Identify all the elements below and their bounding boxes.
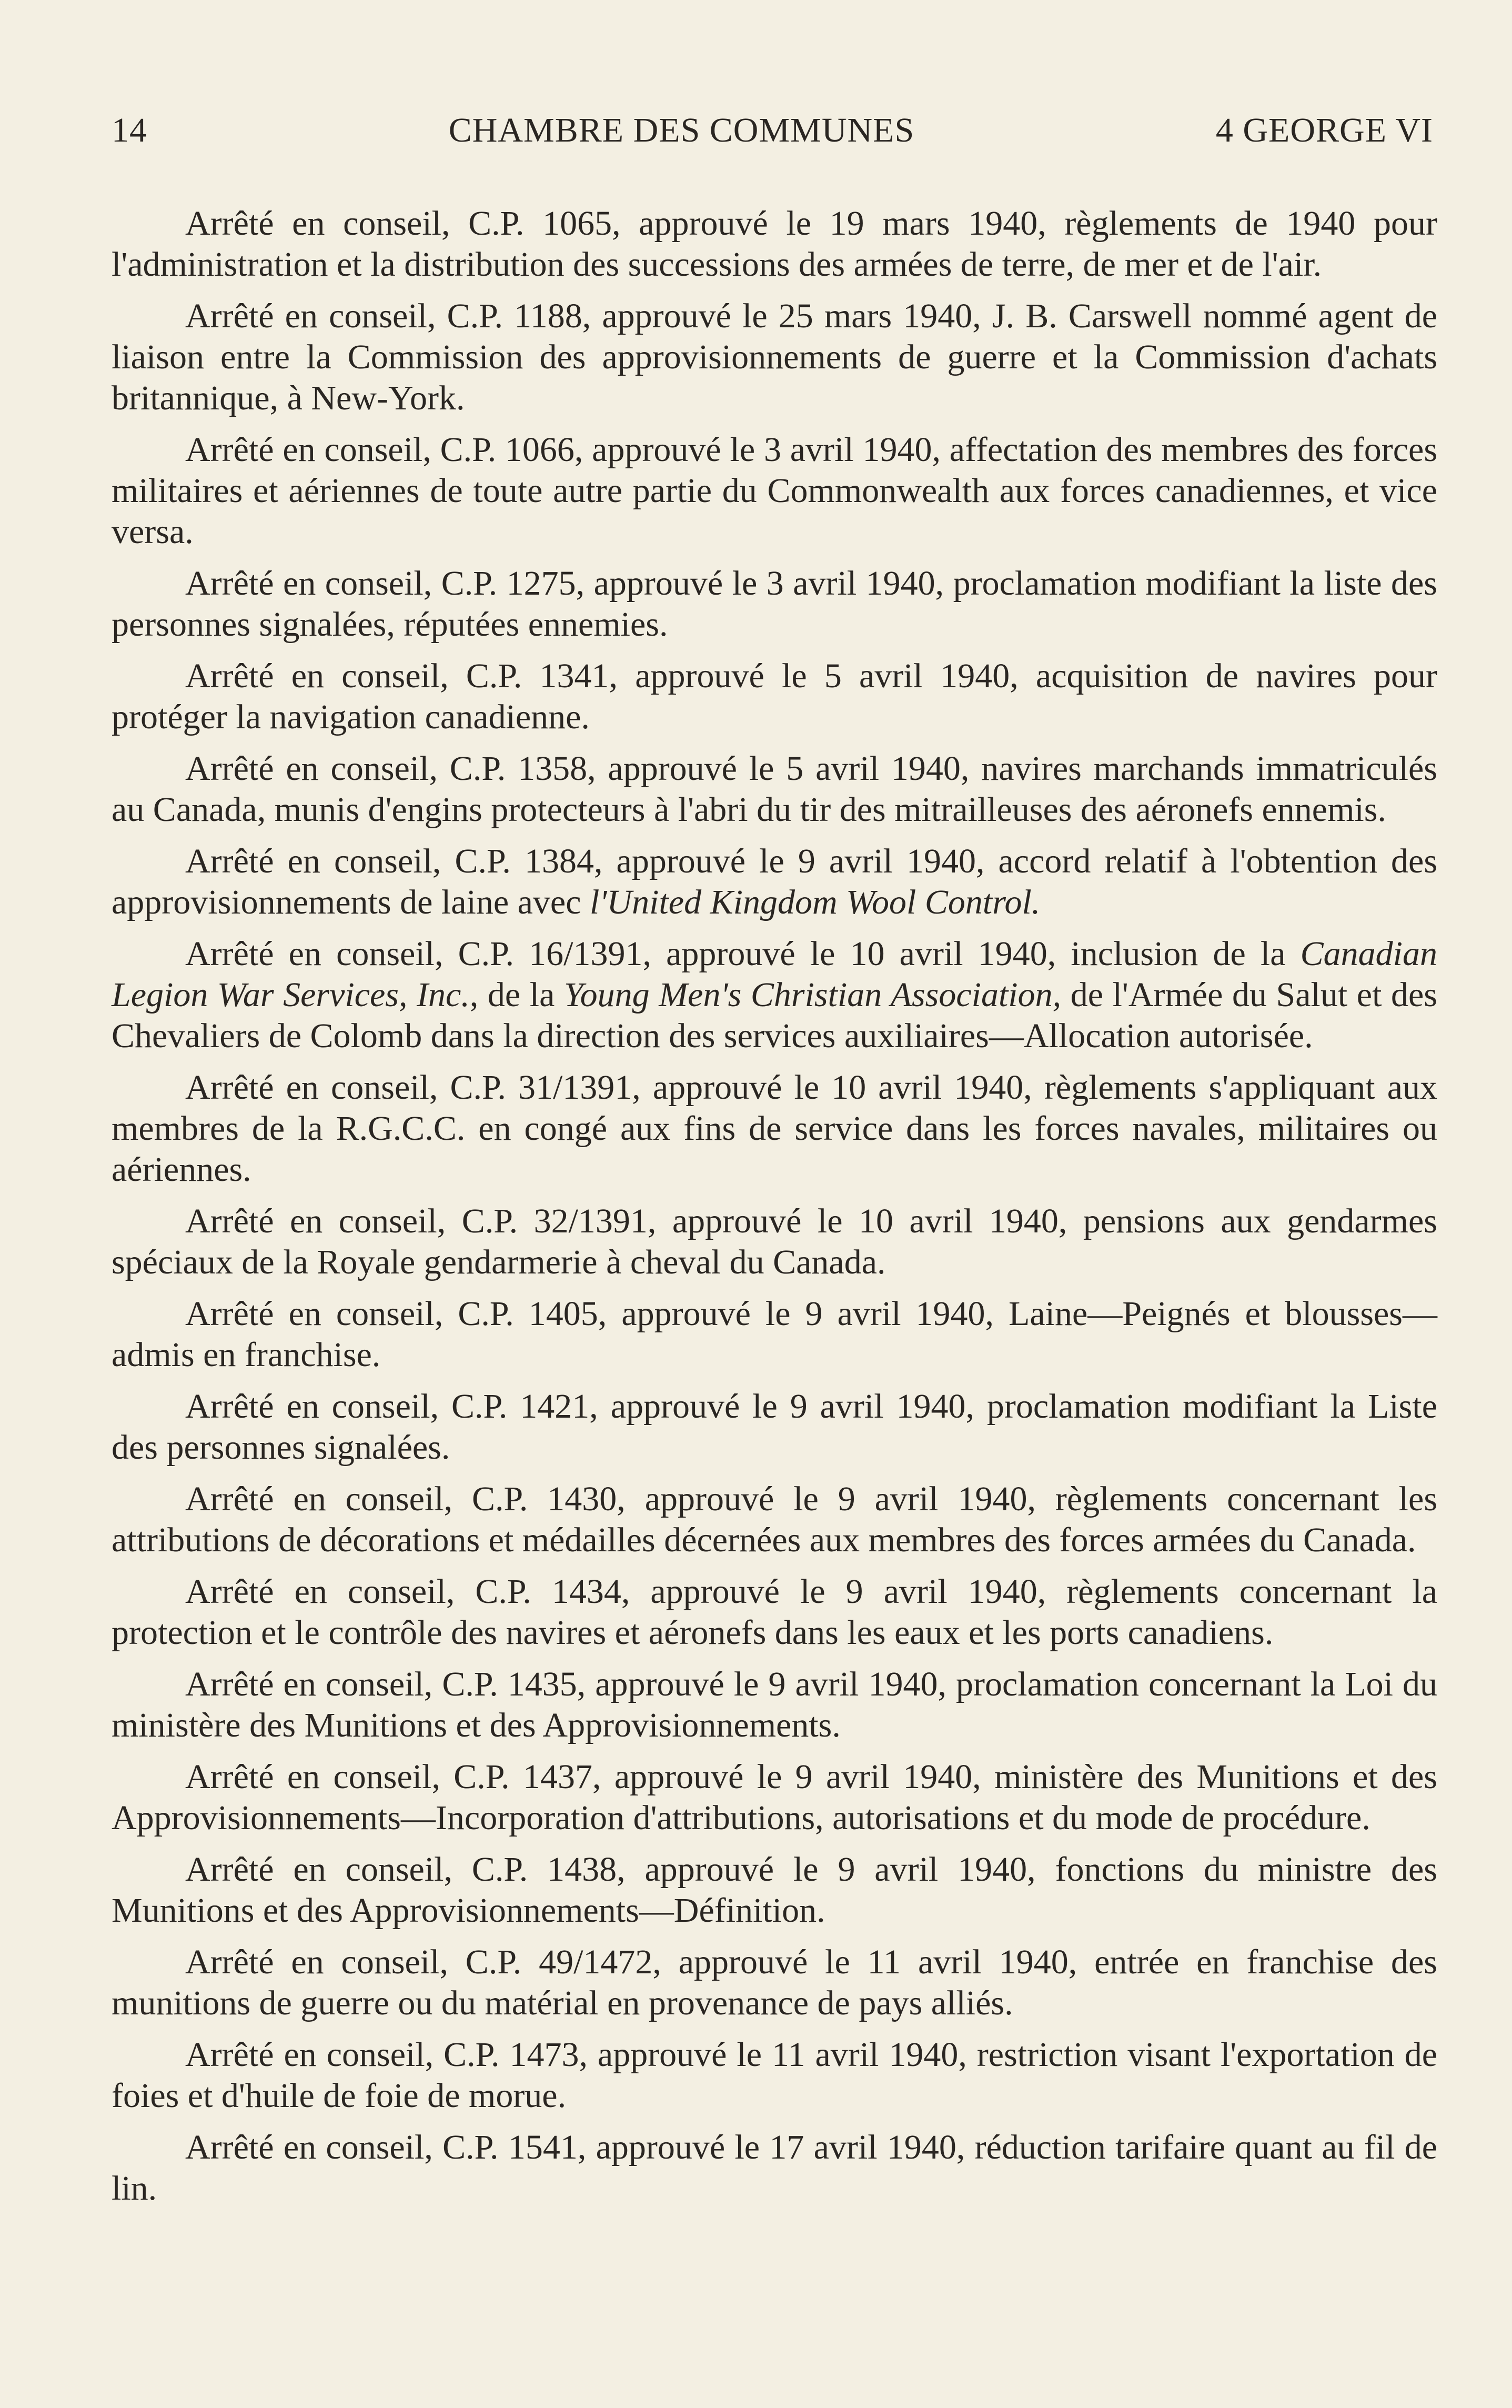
- paragraph-text: , de la: [469, 976, 564, 1014]
- order-in-council-paragraph: [112, 2127, 1437, 2209]
- header-reign: 4 GEORGE VI: [1215, 111, 1433, 149]
- paragraph-text: Arrêté en conseil, C.P. 1065, approuvé le 19 mars 1940, règlements de 1940 pour l'administration et la distribution des successions des armées de terre, de mer et de l'air.: [112, 204, 1437, 284]
- order-in-council-paragraph: [112, 203, 1437, 285]
- italic-text: Young Men's Christian Association,: [563, 976, 1062, 1014]
- order-in-council-paragraph: [112, 429, 1437, 553]
- paragraph-text: Arrêté en conseil, C.P. 1421, approuvé le 9 avril 1940, proclamation modifiant la Liste des personnes signalées.: [112, 1387, 1437, 1467]
- order-in-council-paragraph: [112, 1942, 1437, 2024]
- italic-text: l'United Kingdom Wool Control.: [590, 883, 1041, 921]
- order-in-council-paragraph: [112, 296, 1437, 419]
- paragraph-text: Arrêté en conseil, C.P. 1438, approuvé le 9 avril 1940, fonctions du ministre des Munitions et des Approvisionnements—Définition.: [112, 1850, 1437, 1930]
- paragraph-text: Arrêté en conseil, C.P. 1358, approuvé le 5 avril 1940, navires marchands immatriculés au Canada, munis d'engins protecteurs à l'abri du tir des mitrailleuses des aéronefs ennemis.: [112, 749, 1437, 829]
- order-in-council-paragraph: [112, 1067, 1437, 1190]
- order-in-council-paragraph: [112, 656, 1437, 738]
- paragraph-text: Arrêté en conseil, C.P. 1434, approuvé le 9 avril 1940, règlements concernant la protection et le contrôle des navires et aéronefs dans les eaux et les ports canadiens.: [112, 1572, 1437, 1652]
- paragraph-text: Arrêté en conseil, C.P. 49/1472, approuvé le 11 avril 1940, entrée en franchise des munitions de guerre ou du matérial en provenance de pays alliés.: [112, 1943, 1437, 2022]
- header-title: CHAMBRE DES COMMUNES: [448, 111, 915, 149]
- italic-text: Canadian Legion War Services, Inc.: [112, 935, 1437, 1014]
- order-in-council-paragraph: [112, 1479, 1437, 1561]
- order-in-council-paragraph: [112, 1386, 1437, 1468]
- order-in-council-paragraph: [112, 563, 1437, 645]
- paragraph-text: Arrêté en conseil, C.P. 1435, approuvé le 9 avril 1940, proclamation concernant la Loi du ministère des Munitions et des Approvisionnements.: [112, 1665, 1437, 1744]
- paragraph-text: Arrêté en conseil, C.P. 1275, approuvé le 3 avril 1940, proclamation modifiant la liste des personnes signalées, réputées ennemies.: [112, 564, 1437, 644]
- paragraph-text: Arrêté en conseil, C.P. 1541, approuvé le 17 avril 1940, réduction tarifaire quant au fil de lin.: [112, 2128, 1437, 2208]
- paragraph-text: Arrêté en conseil, C.P. 32/1391, approuvé le 10 avril 1940, pensions aux gendarmes spéciaux de la Royale gendarmerie à cheval du Canada.: [112, 1202, 1437, 1281]
- order-in-council-paragraph: [112, 748, 1437, 830]
- order-in-council-paragraph: [112, 934, 1437, 1057]
- running-head: [112, 111, 1433, 150]
- paragraph-text: Arrêté en conseil, C.P. 1473, approuvé le 11 avril 1940, restriction visant l'exportation de foies et d'huile de foie de morue.: [112, 2035, 1437, 2115]
- order-in-council-paragraph: [112, 1757, 1437, 1839]
- order-in-council-paragraph: [112, 2034, 1437, 2116]
- paragraph-text: Arrêté en conseil, C.P. 1384, approuvé le 9 avril 1940, accord relatif à l'obtention des approvisionnements de laine avec: [112, 842, 1437, 921]
- paragraph-text: Arrêté en conseil, C.P. 31/1391, approuvé le 10 avril 1940, règlements s'appliquant aux membres de la R.G.C.C. en congé aux fins de service dans les forces navales, militaires ou aériennes.: [112, 1068, 1437, 1189]
- order-in-council-paragraph: [112, 1664, 1437, 1746]
- body-text: [112, 203, 1437, 2209]
- paragraph-text: Arrêté en conseil, C.P. 16/1391, approuvé le 10 avril 1940, inclusion de la: [185, 935, 1301, 973]
- paragraph-text: Arrêté en conseil, C.P. 1430, approuvé le 9 avril 1940, règlements concernant les attributions de décorations et médailles décernées aux membres des forces armées du Canada.: [112, 1480, 1437, 1559]
- paragraph-text: Arrêté en conseil, C.P. 1437, approuvé le 9 avril 1940, ministère des Munitions et des Approvisionnements—Incorporation d'attributions, autorisations et du mode de procédure.: [112, 1758, 1437, 1837]
- paragraph-text: Arrêté en conseil, C.P. 1188, approuvé le 25 mars 1940, J. B. Carswell nommé agent de liaison entre la Commission des approvisionnements de guerre et la Commission d'achats britannique, à New-York.: [112, 297, 1437, 417]
- paragraph-text: Arrêté en conseil, C.P. 1341, approuvé le 5 avril 1940, acquisition de navires pour protéger la navigation canadienne.: [112, 657, 1437, 736]
- order-in-council-paragraph: [112, 1571, 1437, 1653]
- paragraph-text: de l'Armée du Salut et des Chevaliers de Colomb dans la direction des services auxiliaires—Allocation autorisée.: [112, 976, 1437, 1055]
- page-number: 14: [112, 111, 147, 149]
- paragraph-text: Arrêté en conseil, C.P. 1066, approuvé le 3 avril 1940, affectation des membres des forces militaires et aériennes de toute autre partie du Commonwealth aux forces canadiennes, et vice versa.: [112, 430, 1437, 551]
- order-in-council-paragraph: [112, 841, 1437, 923]
- order-in-council-paragraph: [112, 1293, 1437, 1376]
- order-in-council-paragraph: [112, 1201, 1437, 1283]
- order-in-council-paragraph: [112, 1849, 1437, 1931]
- paragraph-text: Arrêté en conseil, C.P. 1405, approuvé le 9 avril 1940, Laine—Peignés et blousses—admis en franchise.: [112, 1295, 1437, 1374]
